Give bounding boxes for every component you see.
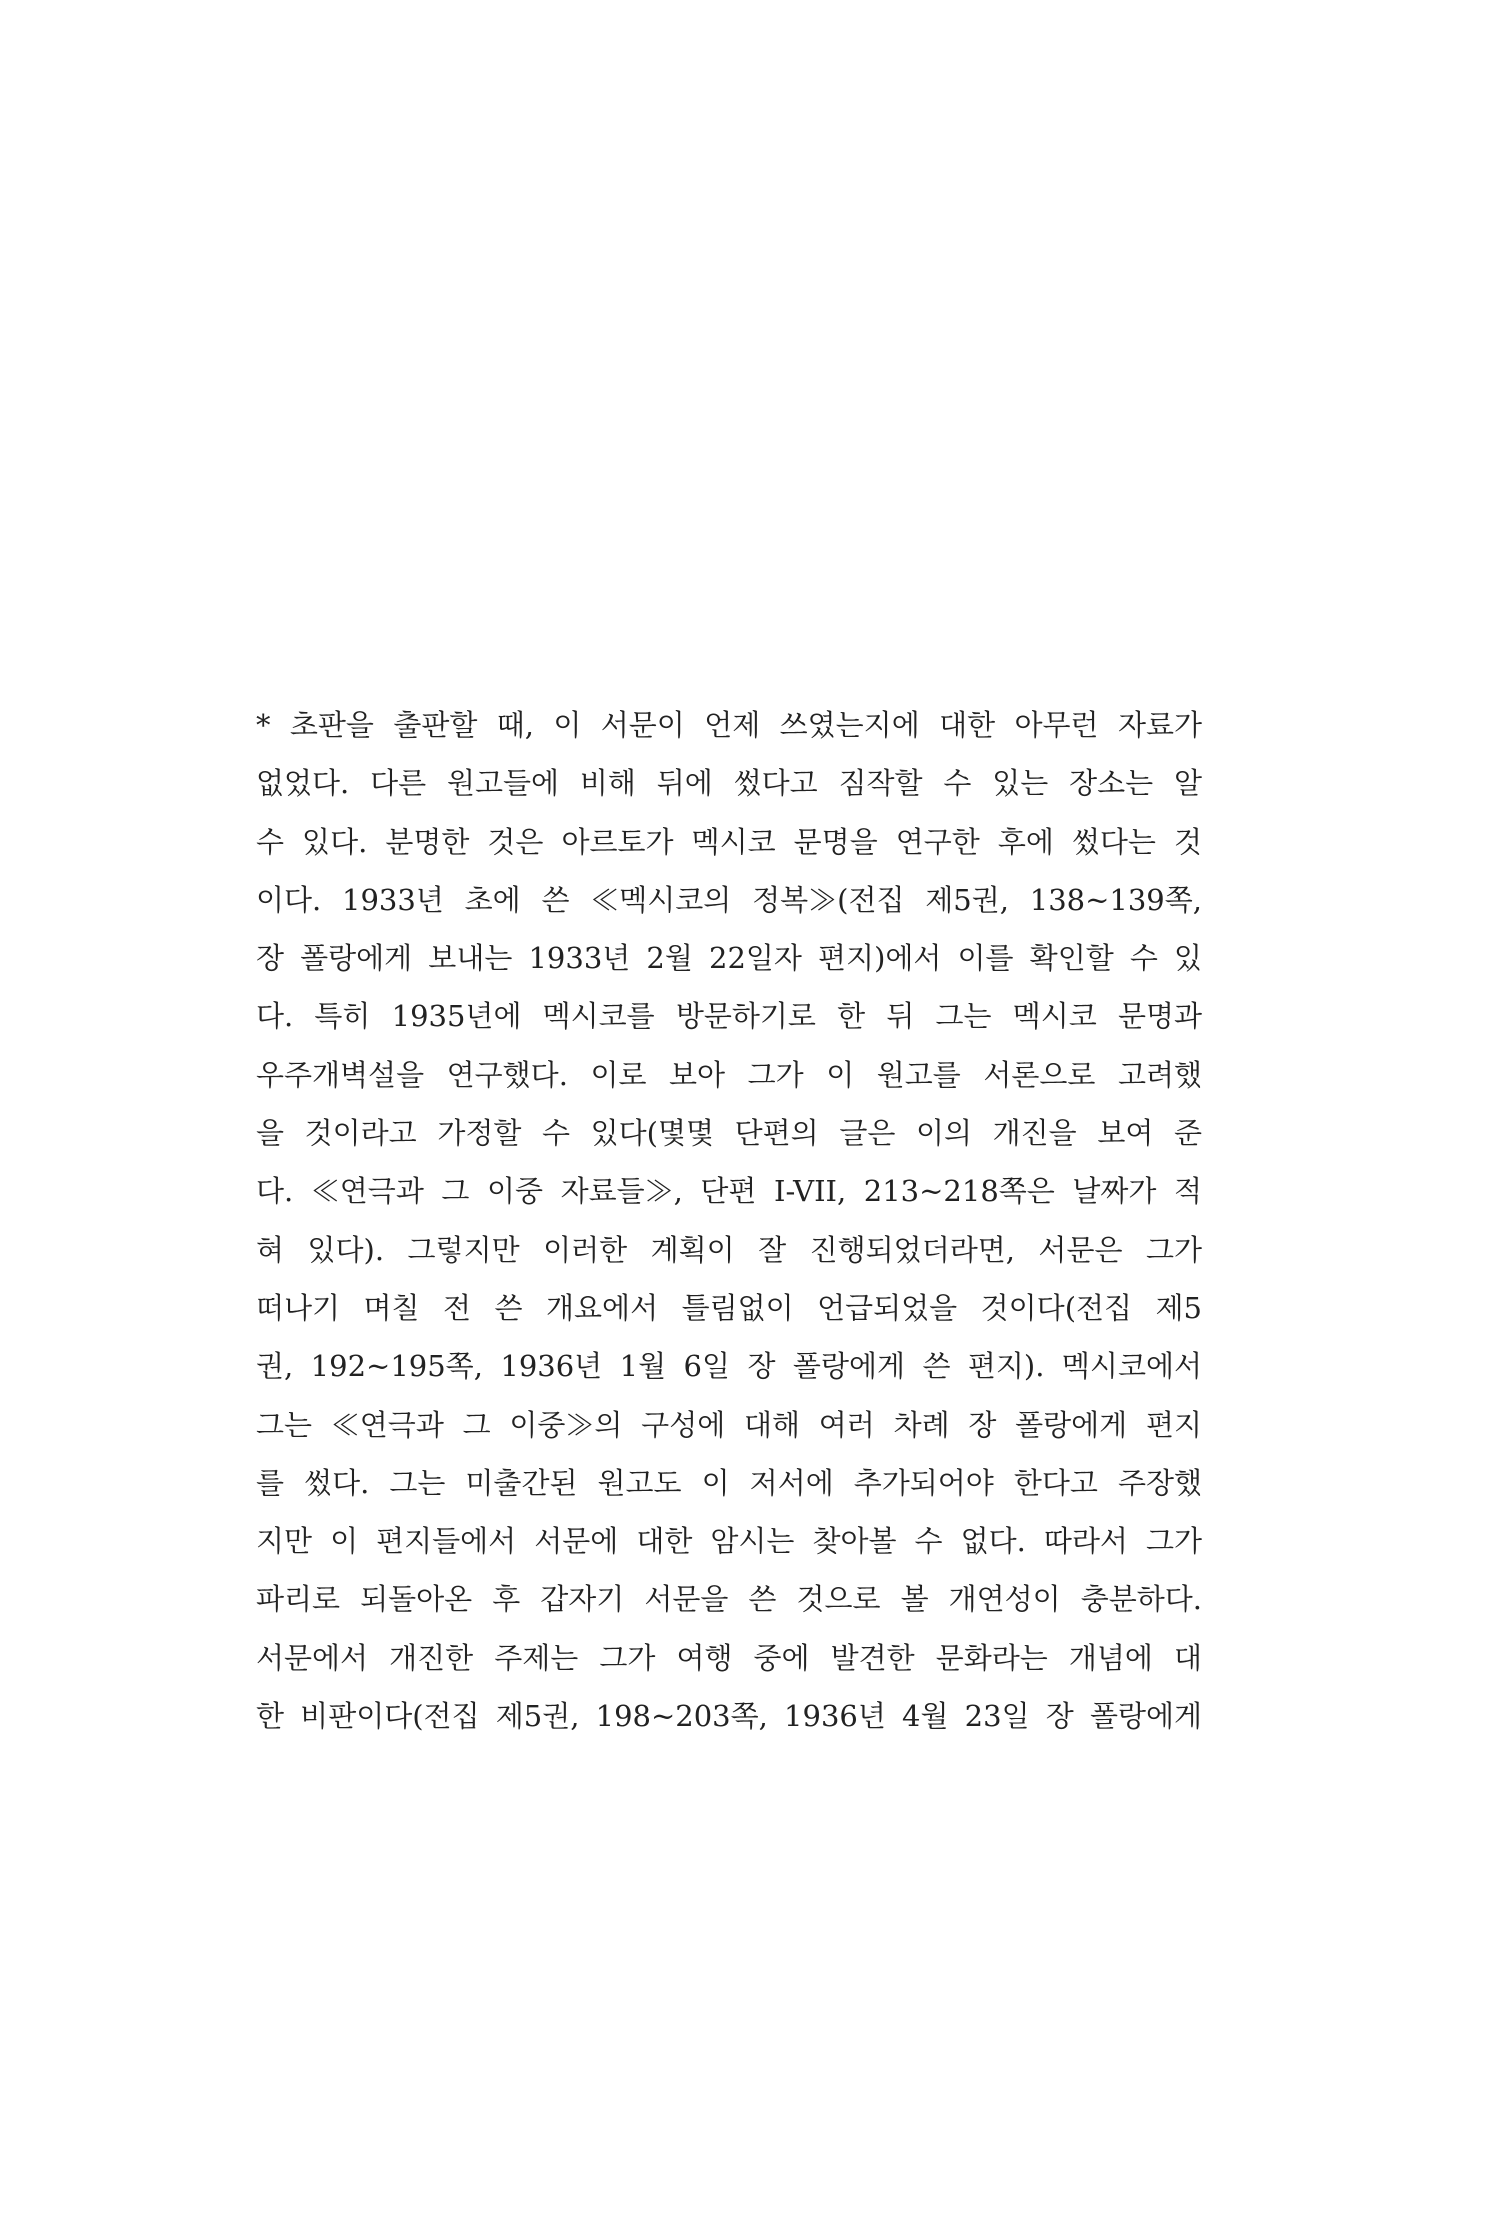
footnote-line: 을 것이라고 가정할 수 있다(몇몇 단편의 글은 이의 개진을 보여 준 bbox=[256, 1116, 1202, 1151]
footnote-line: 이다. 1933년 초에 쓴 ≪멕시코의 정복≫(전집 제5권, 138~139쪽, bbox=[256, 882, 1202, 917]
footnote-text bbox=[256, 696, 1202, 1745]
footnote-line: 권, 192~195쪽, 1936년 1월 6일 장 폴랑에게 쓴 편지). 멕시코에서 bbox=[256, 1349, 1202, 1384]
footnote-line: 파리로 되돌아온 후 갑자기 서문을 쓴 것으로 볼 개연성이 충분하다. bbox=[256, 1582, 1202, 1617]
footnote-line: 다. ≪연극과 그 이중 자료들≫, 단편 I-VII, 213~218쪽은 날짜가 적 bbox=[256, 1174, 1202, 1209]
footnote-line: 한 비판이다(전집 제5권, 198~203쪽, 1936년 4월 23일 장 폴랑에게 bbox=[256, 1699, 1202, 1734]
footnote-line: 우주개벽설을 연구했다. 이로 보아 그가 이 원고를 서론으로 고려했 bbox=[256, 1057, 1202, 1092]
footnote-line: 지만 이 편지들에서 서문에 대한 암시는 찾아볼 수 없다. 따라서 그가 bbox=[256, 1524, 1202, 1559]
footnote-line: 그는 ≪연극과 그 이중≫의 구성에 대해 여러 차례 장 폴랑에게 편지 bbox=[256, 1407, 1202, 1442]
footnote-line: 를 썼다. 그는 미출간된 원고도 이 저서에 추가되어야 한다고 주장했 bbox=[256, 1465, 1202, 1500]
footnote-line: 떠나기 며칠 전 쓴 개요에서 틀림없이 언급되었을 것이다(전집 제5 bbox=[256, 1290, 1202, 1325]
footnote-line: 서문에서 개진한 주제는 그가 여행 중에 발견한 문화라는 개념에 대 bbox=[256, 1640, 1202, 1675]
footnote-line: 혀 있다). 그렇지만 이러한 계획이 잘 진행되었더라면, 서문은 그가 bbox=[256, 1232, 1202, 1267]
footnote-line: 다. 특히 1935년에 멕시코를 방문하기로 한 뒤 그는 멕시코 문명과 bbox=[256, 999, 1202, 1034]
footnote-line: 장 폴랑에게 보내는 1933년 2월 22일자 편지)에서 이를 확인할 수 있 bbox=[256, 941, 1202, 976]
footnote-line: 없었다. 다른 원고들에 비해 뒤에 썼다고 짐작할 수 있는 장소는 알 bbox=[256, 766, 1202, 801]
footnote-line: * 초판을 출판할 때, 이 서문이 언제 쓰였는지에 대한 아무런 자료가 bbox=[256, 708, 1202, 742]
footnote-line: 수 있다. 분명한 것은 아르토가 멕시코 문명을 연구한 후에 썼다는 것 bbox=[256, 824, 1202, 859]
